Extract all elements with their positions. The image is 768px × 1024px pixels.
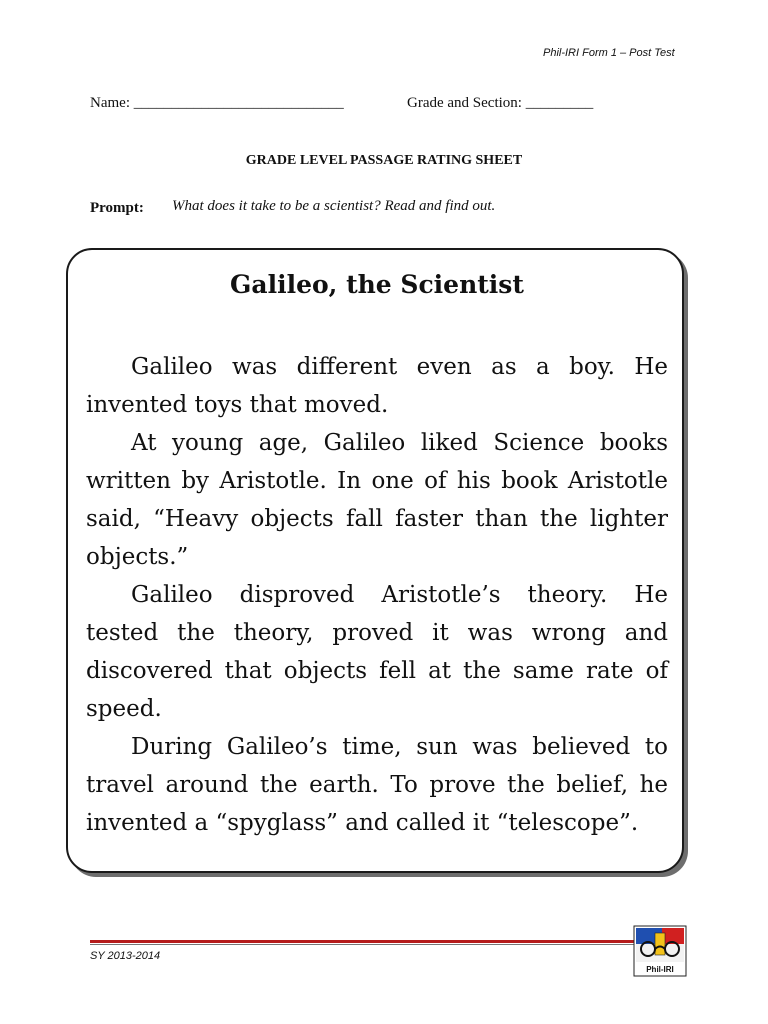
story-paragraph: Galileo was different even as a boy. He invented toys that moved.: [86, 354, 668, 418]
phil-iri-logo-icon: [633, 925, 687, 977]
story-paragraph: During Galileo’s time, sun was believed to travel around the earth. To prove the belief, he invented a “spyglass” and called it “telescope”.: [86, 734, 668, 836]
prompt-label: Prompt:: [90, 200, 144, 216]
form-identifier: Phil-IRI Form 1 – Post Test: [543, 47, 675, 59]
logo-text: Phil-IRI: [646, 965, 674, 974]
story-paragraph: Galileo disproved Aristotle’s theory. He tested the theory, proved it was wrong and discovered that objects fell at the same rate of speed.: [86, 582, 668, 722]
footer-divider-red: [90, 940, 638, 943]
story-paragraph: At young age, Galileo liked Science books written by Aristotle. In one of his book Aristotle said, “Heavy objects fall faster than the lighter objects.”: [86, 430, 668, 570]
prompt-text: What does it take to be a scientist? Read and find out.: [172, 198, 496, 214]
footer-divider-gray: [90, 944, 638, 945]
name-field-label: Name: ____________________________: [90, 95, 344, 111]
story-title: Galileo, the Scientist: [230, 270, 524, 299]
story-body: [86, 348, 668, 842]
story-box: [66, 248, 684, 873]
school-year: SY 2013-2014: [90, 950, 161, 962]
grade-section-field-label: Grade and Section: _________: [407, 95, 594, 111]
sheet-title: GRADE LEVEL PASSAGE RATING SHEET: [245, 153, 523, 168]
